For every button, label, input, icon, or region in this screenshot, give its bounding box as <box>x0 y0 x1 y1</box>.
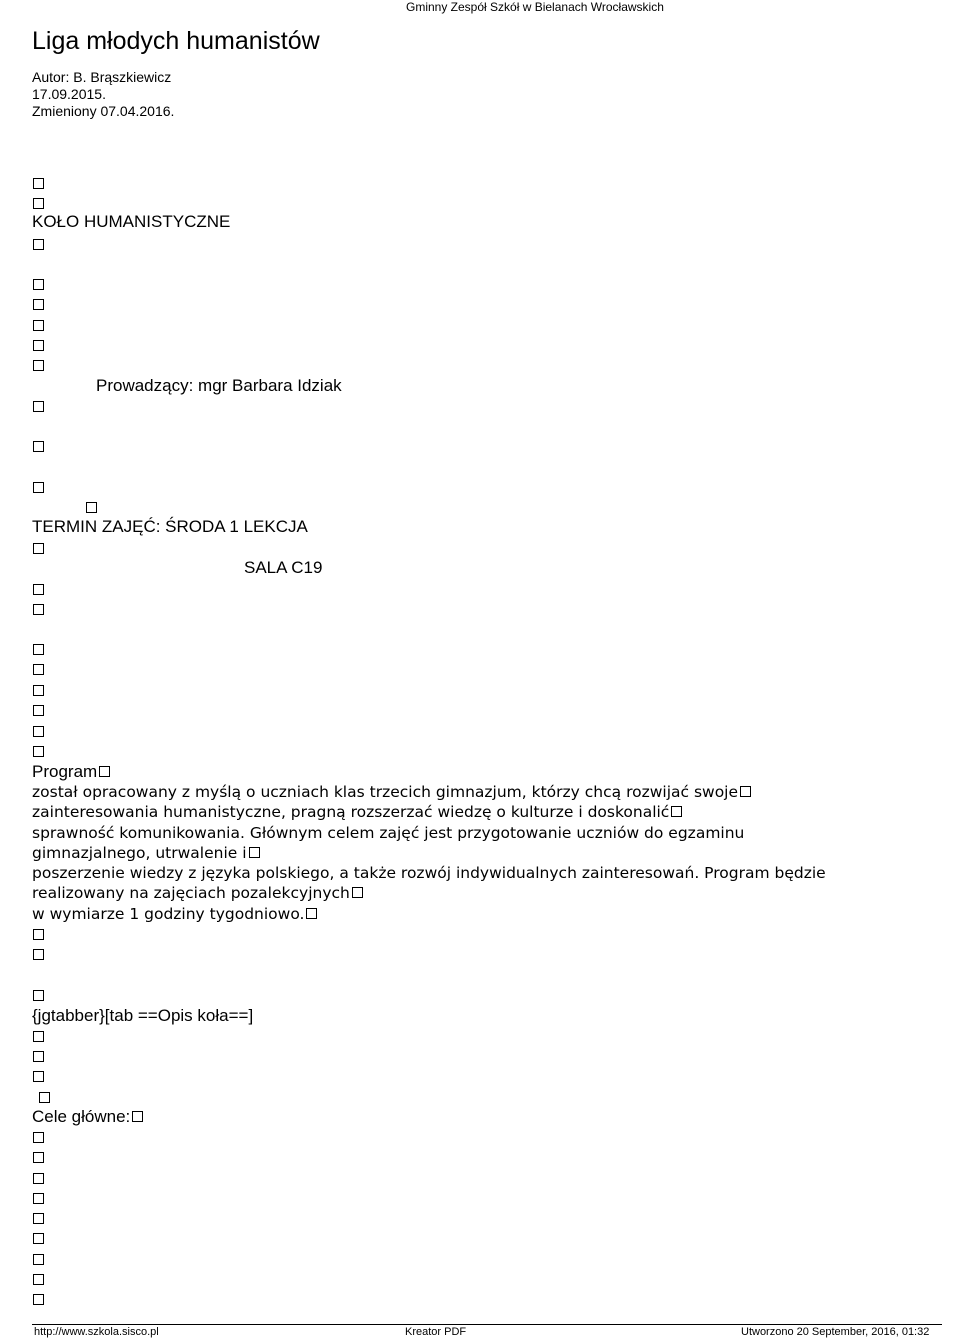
missing-glyph-box <box>33 543 44 554</box>
missing-glyph-box <box>33 685 44 696</box>
missing-glyph-box <box>33 401 44 412</box>
room: SALA C19 <box>244 558 323 577</box>
missing-glyph-box <box>33 1213 44 1224</box>
missing-glyph-box <box>671 806 682 817</box>
program-line: gimnazjalnego, utrwalenie i <box>32 844 260 862</box>
missing-glyph-box <box>33 1051 44 1062</box>
missing-glyph-box <box>33 1071 44 1082</box>
missing-glyph-box <box>33 198 44 209</box>
missing-glyph-box <box>33 279 44 290</box>
page-title: Liga młodych humanistów <box>32 27 320 55</box>
schedule: TERMIN ZAJĘĆ: ŚRODA 1 LEKCJA <box>32 517 308 536</box>
tabber-code: {jgtabber}[tab ==Opis koła==] <box>32 1006 254 1025</box>
footer-divider <box>32 1324 942 1325</box>
missing-glyph-box <box>740 786 751 797</box>
missing-glyph-box <box>33 360 44 371</box>
footer-url[interactable]: http://www.szkola.sisco.pl <box>34 1326 159 1338</box>
missing-glyph-box <box>33 664 44 675</box>
missing-glyph-box <box>132 1111 143 1122</box>
missing-glyph-box <box>33 1132 44 1143</box>
missing-glyph-box <box>33 1274 44 1285</box>
missing-glyph-box <box>33 1193 44 1204</box>
missing-glyph-box <box>33 1254 44 1265</box>
author: Autor: B. Brąszkiewicz <box>32 69 172 85</box>
program-label-line <box>32 762 110 782</box>
missing-glyph-box <box>33 705 44 716</box>
program-line: realizowany na zajęciach pozalekcyjnych <box>32 884 363 902</box>
missing-glyph-box <box>39 1092 50 1103</box>
missing-glyph-box <box>33 644 44 655</box>
header-organization: Gminny Zespół Szkół w Bielanach Wrocławskich <box>406 0 664 14</box>
missing-glyph-box <box>33 320 44 331</box>
program-line: poszerzenie wiedzy z języka polskiego, a także rozwój indywidualnych zainteresowań. Program będzie <box>32 864 826 882</box>
missing-glyph-box <box>33 482 44 493</box>
missing-glyph-box <box>33 178 44 189</box>
missing-glyph-box <box>249 847 260 858</box>
goals-label: Cele główne: <box>32 1107 131 1126</box>
created-date: 17.09.2015. <box>32 86 106 102</box>
missing-glyph-box <box>33 584 44 595</box>
missing-glyph-box <box>33 299 44 310</box>
missing-glyph-box <box>33 239 44 250</box>
footer-generator: Kreator PDF <box>405 1326 467 1338</box>
missing-glyph-box <box>352 887 363 898</box>
missing-glyph-box <box>86 502 97 513</box>
missing-glyph-box <box>99 766 110 777</box>
program-line: zainteresowania humanistyczne, pragną rozszerzać wiedzę o kulturze i doskonalić <box>32 803 682 821</box>
missing-glyph-box <box>306 908 317 919</box>
missing-glyph-box <box>33 929 44 940</box>
missing-glyph-box <box>33 746 44 757</box>
missing-glyph-box <box>33 1173 44 1184</box>
program-line: został opracowany z myślą o uczniach klas trzecich gimnazjum, którzy chcą rozwijać swoje <box>32 783 751 801</box>
goals-label-line <box>32 1107 143 1127</box>
missing-glyph-box <box>33 340 44 351</box>
missing-glyph-box <box>33 1233 44 1244</box>
club-name: KOŁO HUMANISTYCZNE <box>32 212 231 231</box>
missing-glyph-box <box>33 990 44 1001</box>
missing-glyph-box <box>33 1294 44 1305</box>
modified-date: Zmieniony 07.04.2016. <box>32 103 175 119</box>
footer-created: Utworzono 20 September, 2016, 01:32 <box>741 1326 930 1338</box>
missing-glyph-box <box>33 1152 44 1163</box>
teacher: Prowadzący: mgr Barbara Idziak <box>96 376 342 395</box>
missing-glyph-box <box>33 441 44 452</box>
missing-glyph-box <box>33 1031 44 1042</box>
program-line: sprawność komunikowania. Głównym celem zajęć jest przygotowanie uczniów do egzaminu <box>32 824 745 842</box>
program-line: w wymiarze 1 godziny tygodniowo. <box>32 905 317 923</box>
missing-glyph-box <box>33 604 44 615</box>
program-label: Program <box>32 762 98 781</box>
missing-glyph-box <box>33 726 44 737</box>
missing-glyph-box <box>33 949 44 960</box>
